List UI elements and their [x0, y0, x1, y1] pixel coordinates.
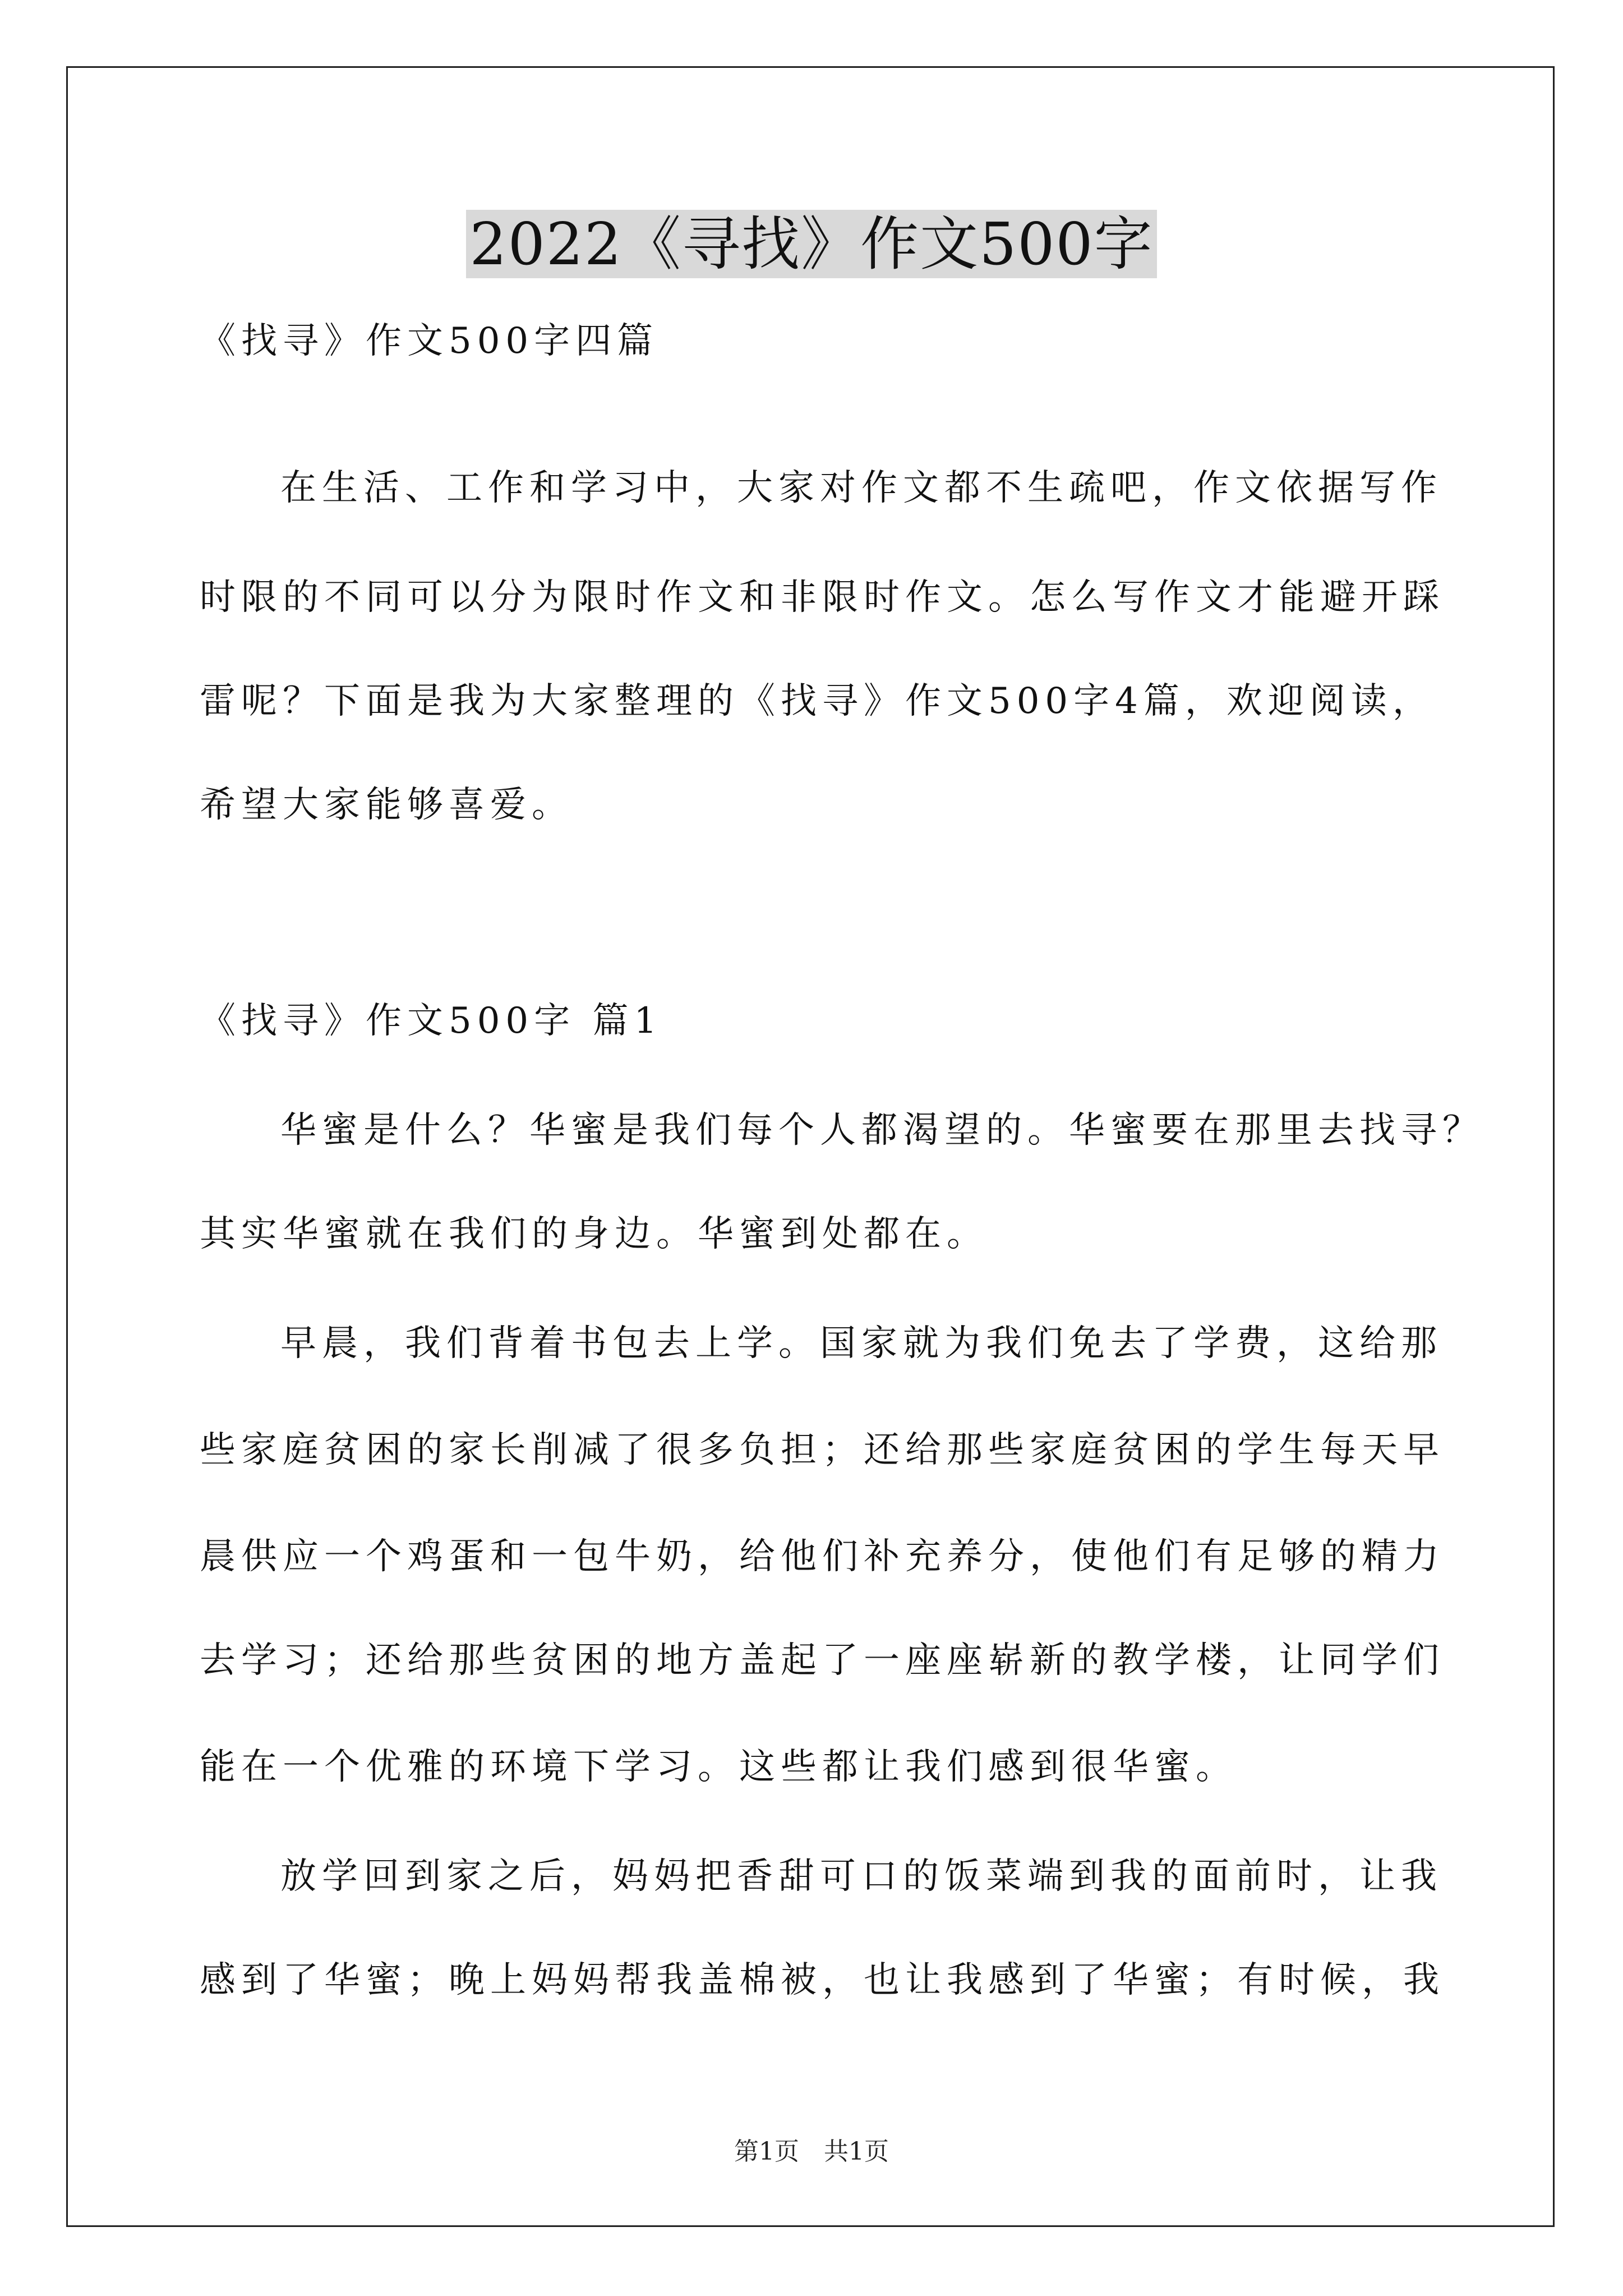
paragraph-line: 早晨，我们背着书包去上学。国家就为我们免去了学费，这给那 [280, 1323, 1442, 1364]
paragraph-line: 放学回到家之后，妈妈把香甜可口的饭菜端到我的面前时，让我 [280, 1856, 1442, 1897]
paragraph-line: 些家庭贫困的家长削减了很多负担；还给那些家庭贫困的学生每天早 [200, 1429, 1445, 1471]
paragraph-line: 华蜜是什么？华蜜是我们每个人都渴望的。华蜜要在那里去找寻？ [280, 1110, 1484, 1151]
section-heading: 《找寻》作文500字 篇1 [200, 1000, 663, 1042]
intro-line: 希望大家能够喜爱。 [200, 784, 573, 826]
intro-line: 雷呢？下面是我为大家整理的《找寻》作文500字4篇，欢迎阅读， [200, 680, 1434, 722]
paragraph-line: 能在一个优雅的环境下学习。这些都让我们感到很华蜜。 [200, 1746, 1237, 1788]
page-number-footer: 第1页 共1页 [734, 2137, 889, 2166]
intro-line: 时限的不同可以分为限时作文和非限时作文。怎么写作文才能避开踩 [200, 577, 1445, 618]
paragraph-line: 感到了华蜜；晚上妈妈帮我盖棉被，也让我感到了华蜜；有时候，我 [200, 1959, 1445, 2001]
paragraph-line: 晨供应一个鸡蛋和一包牛奶，给他们补充养分，使他们有足够的精力 [200, 1536, 1445, 1577]
paragraph-line: 去学习；还给那些贫困的地方盖起了一座座崭新的教学楼，让同学们 [200, 1640, 1445, 1681]
paragraph-line: 其实华蜜就在我们的身边。华蜜到处都在。 [200, 1213, 988, 1255]
subtitle: 《找寻》作文500字四篇 [200, 320, 659, 362]
document-title: 2022《寻找》作文500字 [0, 208, 1623, 280]
intro-line: 在生活、工作和学习中，大家对作文都不生疏吧，作文依据写作 [280, 467, 1442, 509]
